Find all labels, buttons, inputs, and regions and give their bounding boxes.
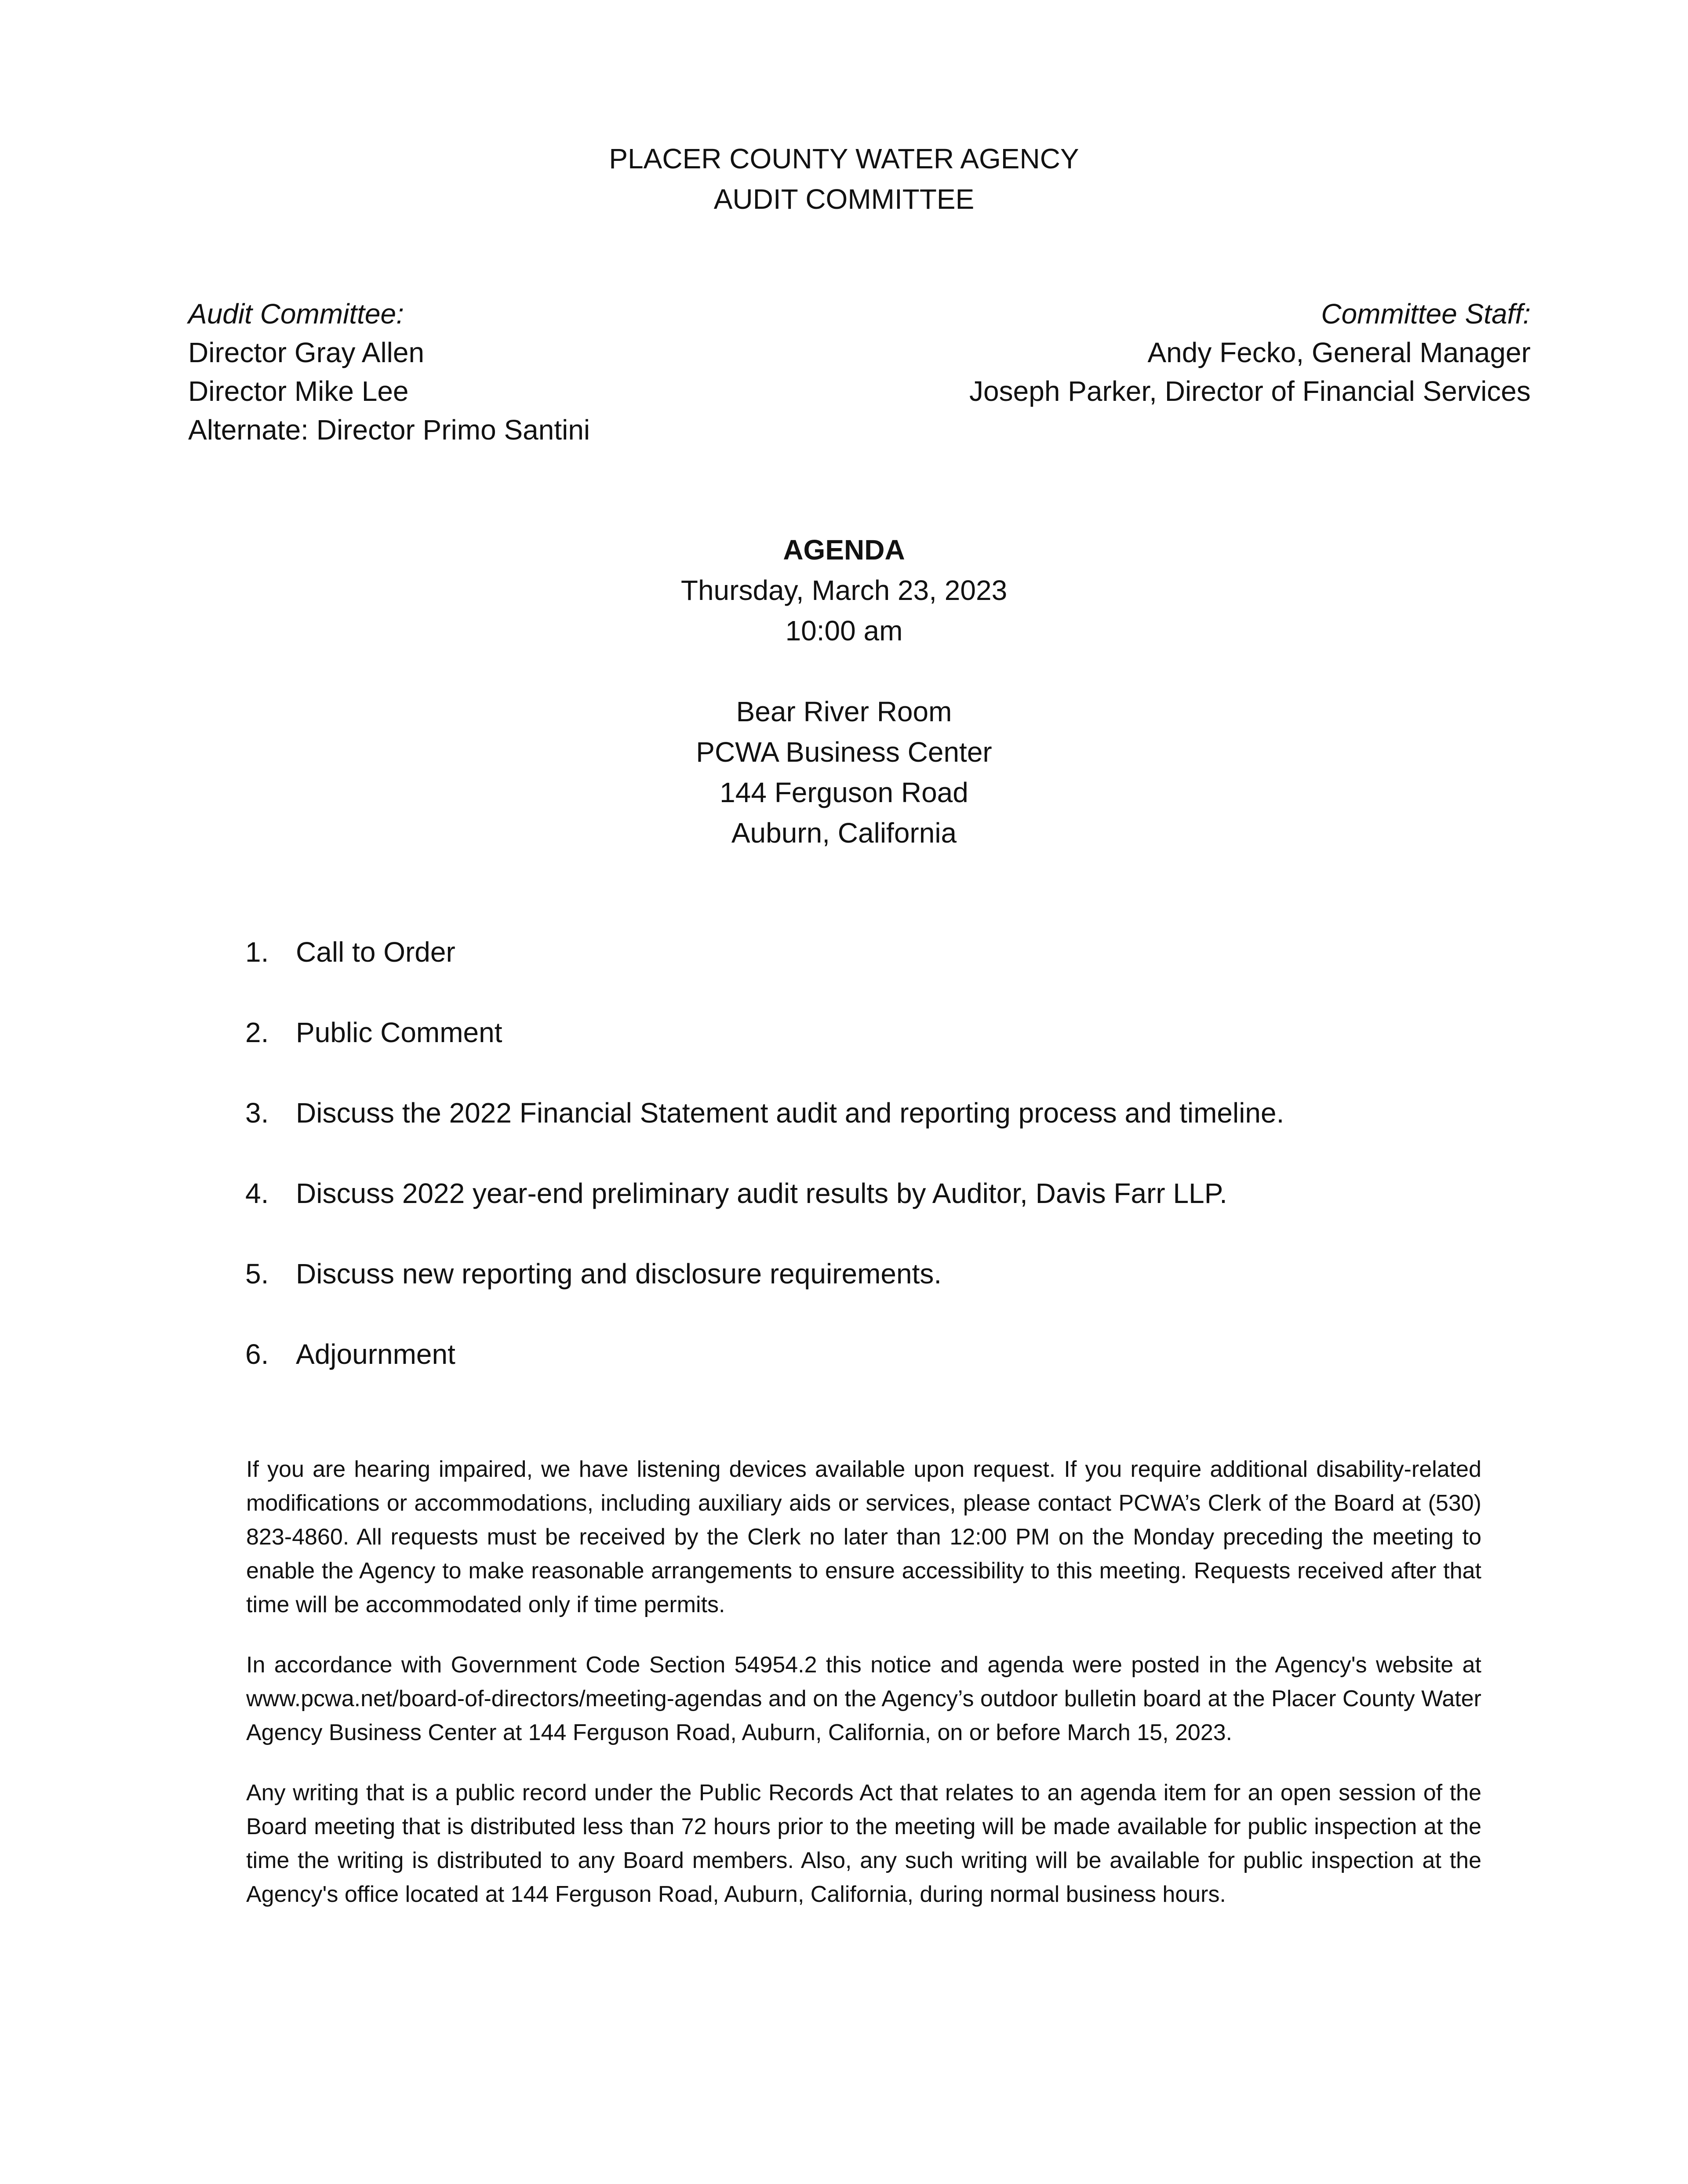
meeting-info	[0, 530, 1688, 853]
accessibility-notice: If you are hearing impaired, we have listening devices available upon request. If you require additional disability-related modifications or accommodations, including auxiliary aids or services, please contact PCWA’s Clerk of the Board at (530) 823-4860. All requests must be received by the Clerk no later than 12:00 PM on the Monday preceding the meeting to enable the Agency to make reasonable arrangements to ensure accessibility to this meeting. Requests received after that time will be accommodated only if time permits.	[246, 1457, 1481, 1617]
committee-member: Director Mike Lee	[188, 375, 409, 407]
audit-committee-heading: Audit Committee:	[188, 298, 404, 330]
agenda-item	[245, 1012, 1284, 1053]
agenda-item-number: 5.	[245, 1258, 269, 1290]
agency-name: PLACER COUNTY WATER AGENCY	[609, 143, 1079, 174]
committee-staff-block	[969, 294, 1531, 411]
agenda-item-text: Adjournment	[296, 1338, 455, 1370]
document-header	[0, 138, 1688, 219]
agenda-item-number: 6.	[245, 1338, 269, 1370]
agenda-item	[245, 1173, 1284, 1214]
staff-member: Andy Fecko, General Manager	[1147, 337, 1531, 368]
agenda-item-number: 4.	[245, 1177, 269, 1209]
agenda-item	[245, 932, 1284, 972]
agenda-item-number: 2.	[245, 1017, 269, 1048]
spacer	[0, 651, 1688, 691]
agenda-item-text: Discuss the 2022 Financial Statement audit and reporting process and timeline.	[296, 1097, 1284, 1129]
meeting-date: Thursday, March 23, 2023	[680, 574, 1008, 606]
posting-notice: In accordance with Government Code Section 54954.2 this notice and agenda were posted in the Agency's website at www.pcwa.net/board-of-directors/meeting-agendas and on the Agency’s outdoor bulletin board at the Placer County Water Agency Business Center at 144 Ferguson Road, Auburn, California, on or before March 15, 2023.	[246, 1652, 1481, 1745]
agenda-item-text: Public Comment	[296, 1017, 502, 1048]
agenda-title: AGENDA	[783, 534, 905, 566]
location-room: Bear River Room	[736, 696, 952, 727]
public-records-notice: Any writing that is a public record under the Public Records Act that relates to an agenda item for an open session of the Board meeting that is distributed less than 72 hours prior to the meeting will be made available for public inspection at the time the writing is distributed to any Board members. Also, any such writing will be available for public inspection at the Agency's office located at 144 Ferguson Road, Auburn, California, during normal business hours.	[246, 1780, 1481, 1907]
agenda-item-text: Discuss new reporting and disclosure requirements.	[296, 1258, 942, 1290]
notices-section	[246, 1453, 1481, 1938]
location-street: 144 Ferguson Road	[720, 777, 968, 808]
agenda-item-text: Call to Order	[296, 936, 455, 968]
agenda-item-text: Discuss 2022 year-end preliminary audit results by Auditor, Davis Farr LLP.	[296, 1177, 1227, 1209]
audit-committee-block	[188, 294, 590, 449]
agenda-items-list	[245, 932, 1284, 1414]
agenda-item	[245, 1254, 1284, 1294]
location-city: Auburn, California	[731, 817, 957, 849]
agenda-item	[245, 1093, 1284, 1133]
committee-member: Director Gray Allen	[188, 337, 425, 368]
staff-member: Joseph Parker, Director of Financial Services	[969, 375, 1531, 407]
committee-staff-heading: Committee Staff:	[1321, 298, 1531, 330]
committee-name: AUDIT COMMITTEE	[713, 183, 975, 215]
agenda-item-number: 3.	[245, 1097, 269, 1129]
committee-alternate: Alternate: Director Primo Santini	[188, 414, 590, 446]
agenda-item-number: 1.	[245, 936, 269, 968]
meeting-time: 10:00 am	[785, 615, 903, 647]
agenda-item	[245, 1334, 1284, 1374]
location-building: PCWA Business Center	[696, 736, 992, 768]
